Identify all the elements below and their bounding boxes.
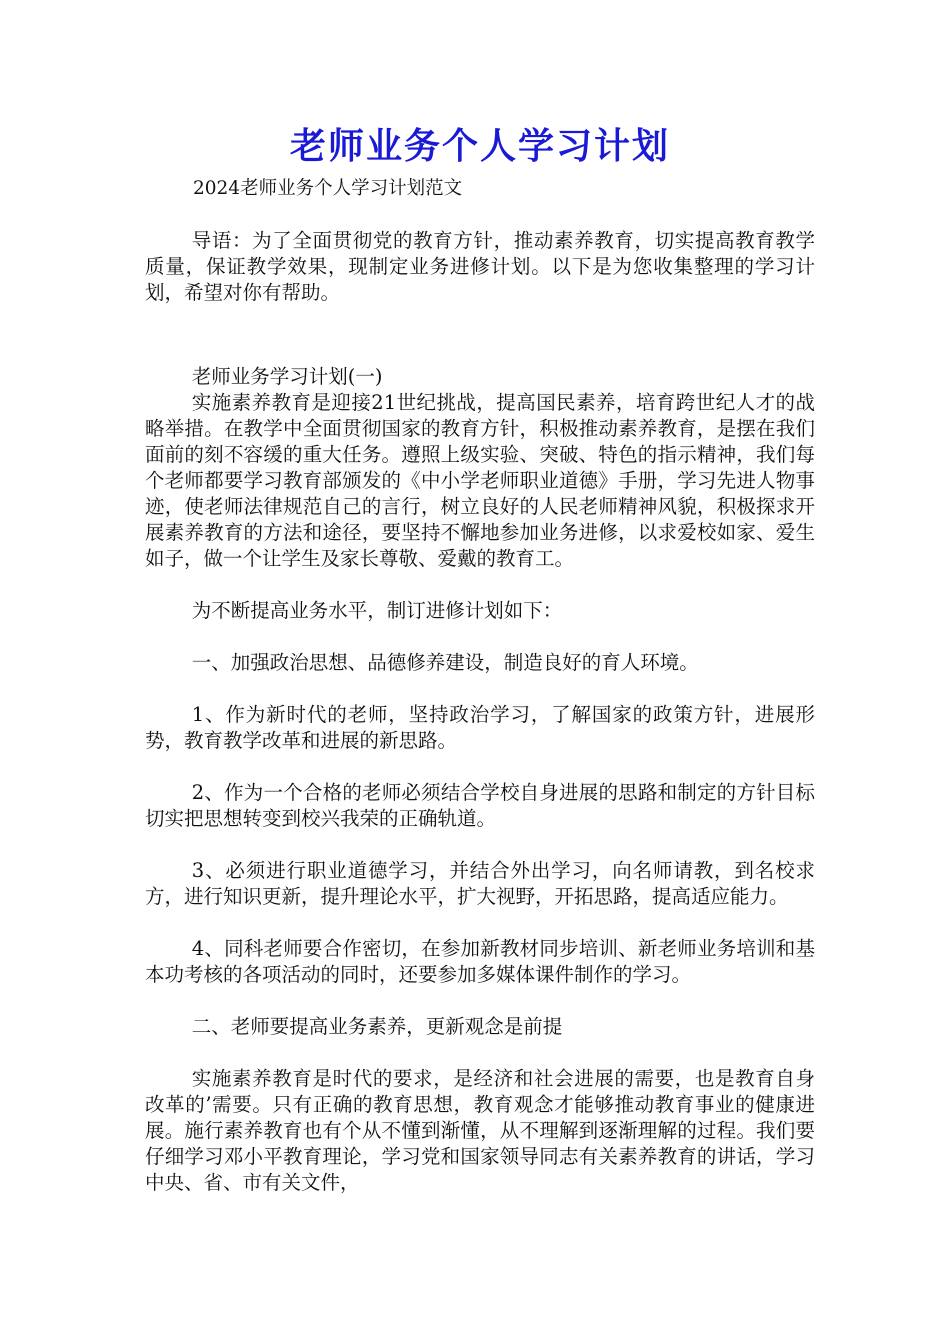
section-heading: 老师业务学习计划(一) [191,365,383,388]
part-two-heading: 二、老师要提高业务素养，更新观念是前提 [191,1015,563,1038]
document-subtitle: 2024老师业务个人学习计划范文 [193,178,463,199]
part-one-heading: 一、加强政治思想、品德修养建设，制造良好的育人环境。 [191,651,699,674]
document-page [145,118,815,1196]
list-item: 1、作为新时代的老师，坚持政治学习，了解国家的政策方针，进展形势，教育教学改革和进展的新思路。 [145,703,815,752]
part-two-paragraph: 实施素养教育是时代的要求，是经济和社会进展的需要，也是教育自身改革的’需要。只有正确的教育思想，教育观念才能够推动教育事业的健康进展。施行素养教育也有个从不懂到渐懂，从不理解到逐渐理解的过程。我们要仔细学习邓小平教育理论，学习党和国家领导同志有关素养教育的讲话，学习中央、省、市有关文件， [145,1067,815,1194]
plan-intro: 为不断提高业务水平，制订进修计划如下： [191,599,563,622]
intro-paragraph: 导语：为了全面贯彻党的教育方针，推动素养教育，切实提高教育教学质量，保证教学效果，现制定业务进修计划。以下是为您收集整理的学习计划，希望对你有帮助。 [145,229,815,304]
document-title: 老师业务个人学习计划 [289,126,670,167]
list-item: 2、作为一个合格的老师必须结合学校自身进展的思路和制定的方针目标切实把思想转变到校兴我荣的正确轨道。 [145,781,815,830]
section-paragraph: 实施素养教育是迎接21世纪挑战，提高国民素养，培育跨世纪人才的战略举措。在教学中全面贯彻国家的教育方针，积极推动素养教育，是摆在我们面前的刻不容缓的重大任务。遵照上级实验、突破、特色的指示精神，我们每个老师都要学习教育部颁发的《中小学老师职业道德》手册，学习先进人物事迹，使老师法律规范自己的言行，树立良好的人民老师精神风貌，积极探求开展素养教育的方法和途径，要坚持不懈地参加业务进修，以求爱校如家、爱生如子，做一个让学生及家长尊敬、爱戴的教育工。 [145,391,815,570]
list-item: 4、同科老师要合作密切，在参加新教材同步培训、新老师业务培训和基本功考核的各项活动的同时，还要参加多媒体课件制作的学习。 [145,937,815,986]
list-item: 3、必须进行职业道德学习，并结合外出学习，向名师请教，到名校求方，进行知识更新，提升理论水平，扩大视野，开拓思路，提高适应能力。 [145,859,815,908]
